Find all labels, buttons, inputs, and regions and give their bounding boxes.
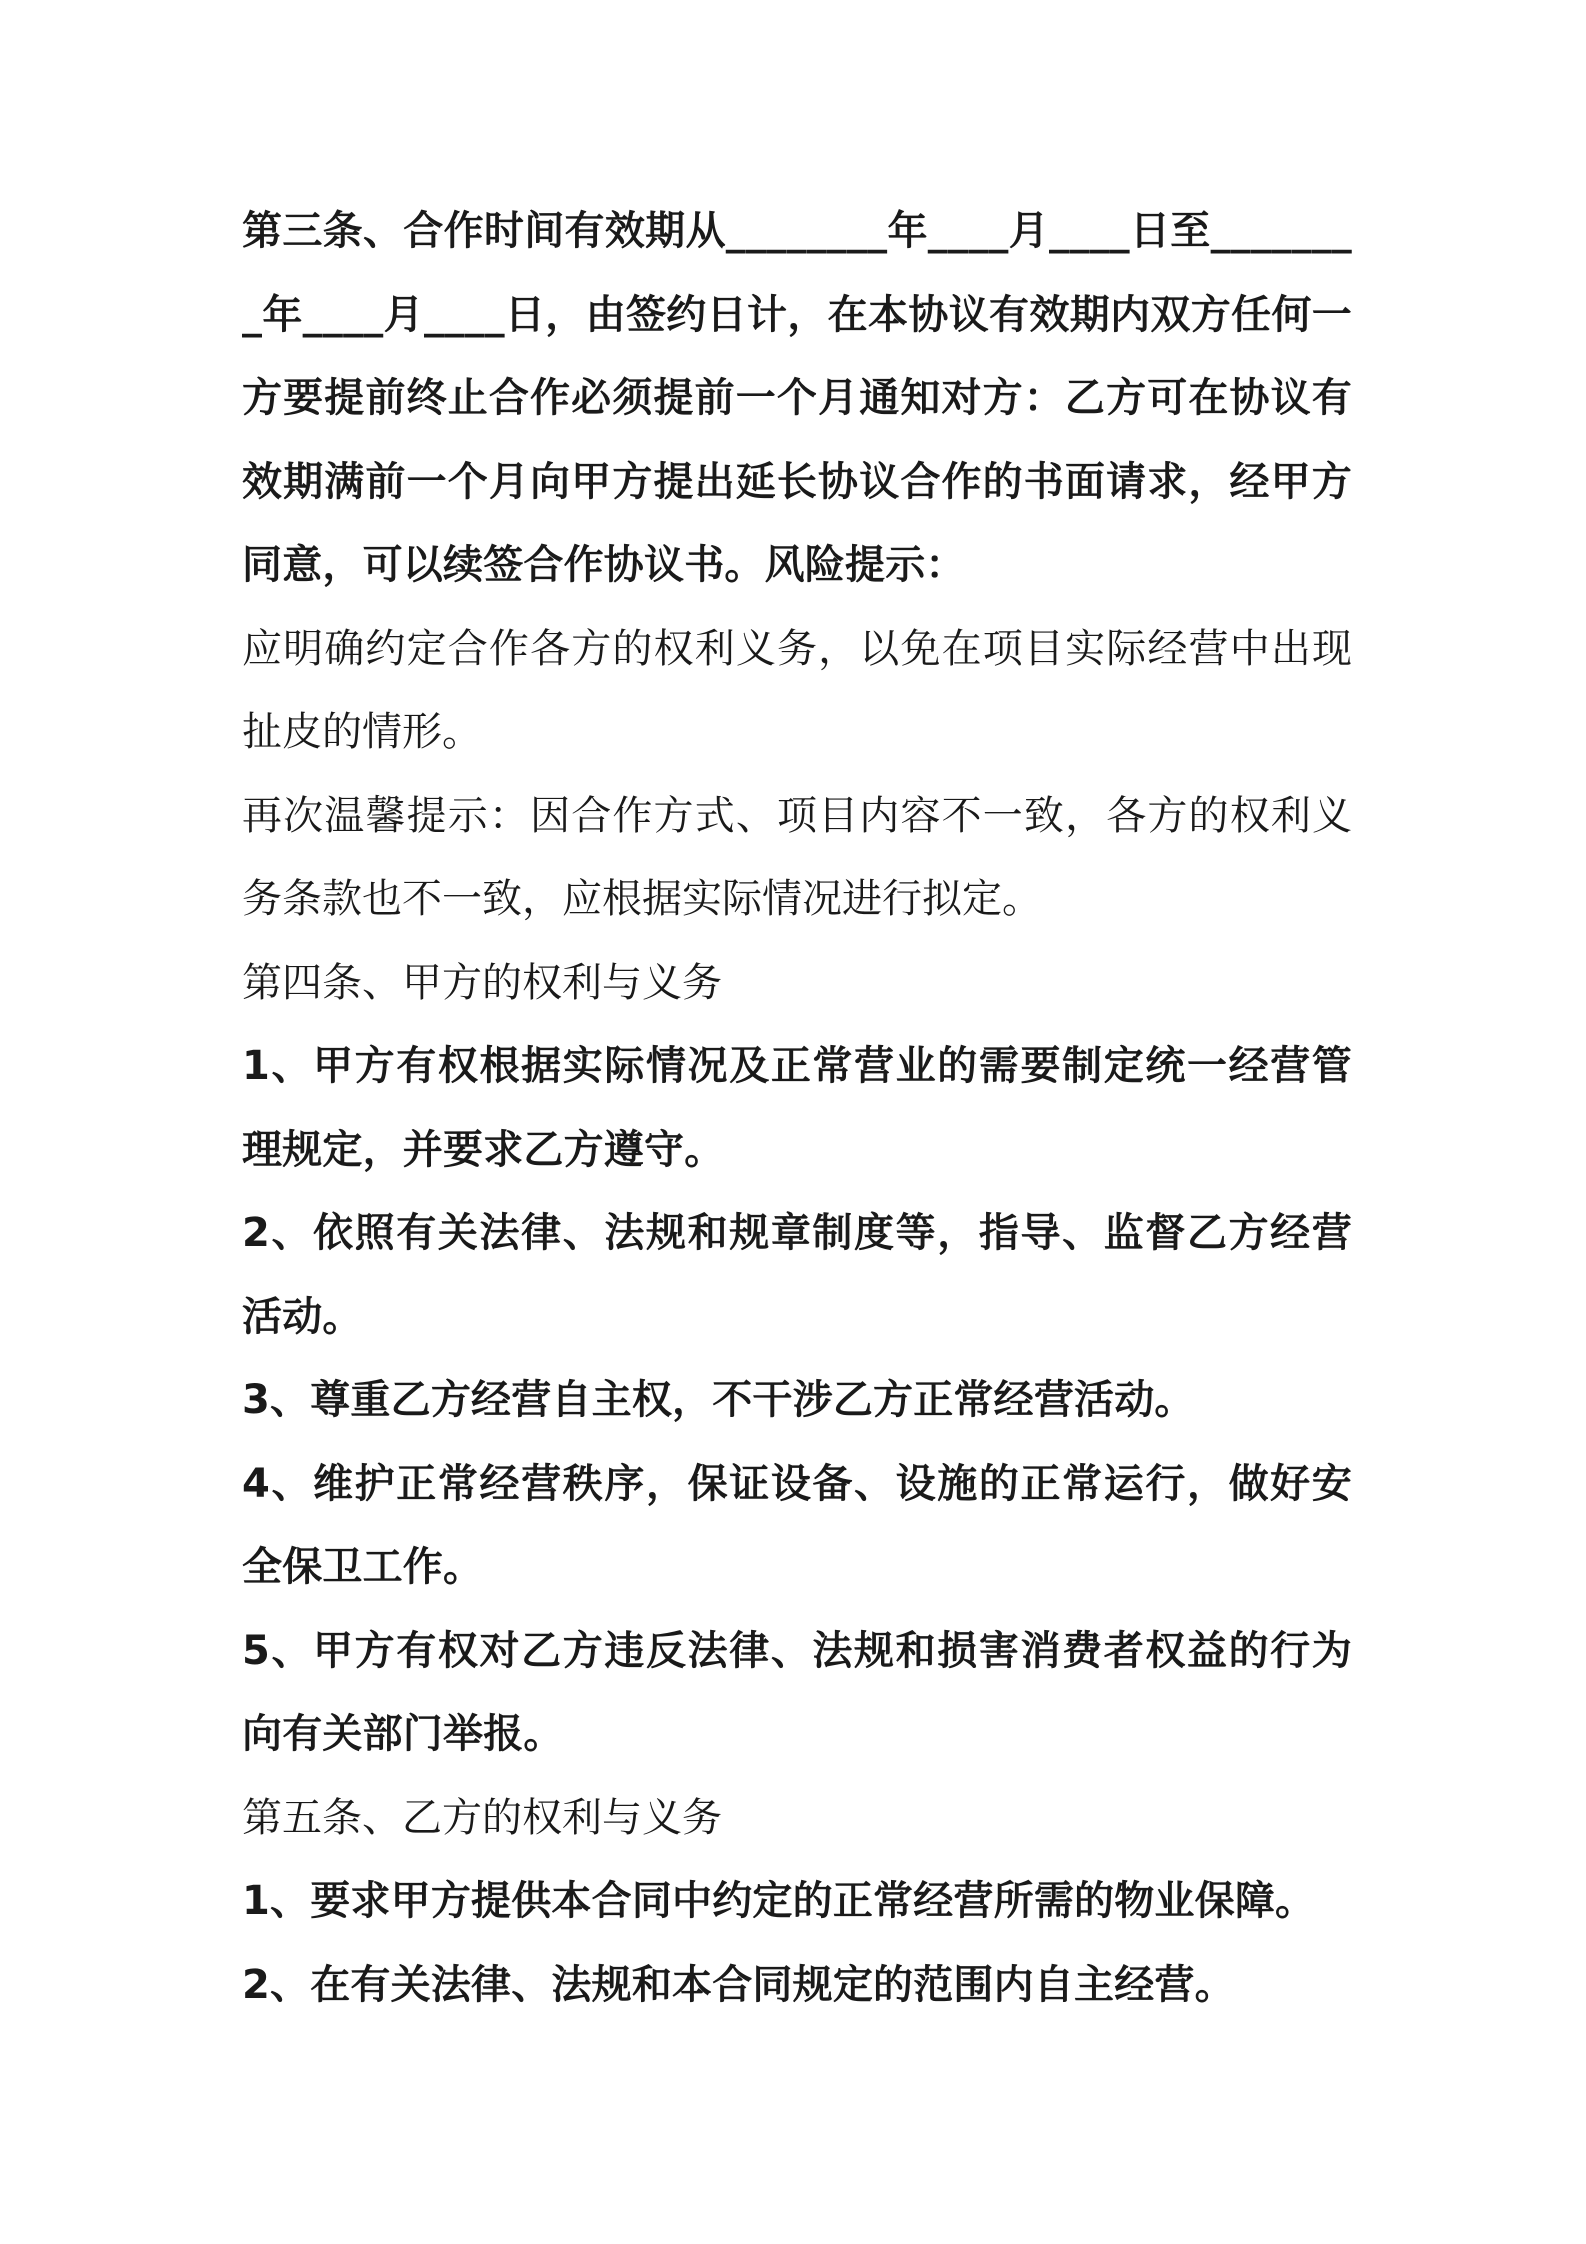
reminder-note-paragraph: 再次温馨提示：因合作方式、项目内容不一致，各方的权利义务条款也不一致，应根据实际情况进行拟定。 (242, 792, 1352, 922)
document-body (242, 190, 1352, 2027)
clause-4-item-2: 2、依照有关法律、法规和规章制度等，指导、监督乙方经营活动。 (242, 1210, 1352, 1340)
clause-5-item-1: 1、要求甲方提供本合同中约定的正常经营所需的物业保障。 (242, 1878, 1316, 1924)
clause-4-heading: 第四条、甲方的权利与义务 (242, 959, 722, 1006)
clause-5-heading: 第五条、乙方的权利与义务 (242, 1794, 722, 1841)
clause-4-item-4: 4、维护正常经营秩序，保证设备、设施的正常运行，做好安全保卫工作。 (242, 1460, 1352, 1590)
clause-3-paragraph: 第三条、合作时间有效期从________年____月____日至________年____月____日，由签约日计，在本协议有效期内双方任何一方要提前终止合作必须提前一个月通知对方：乙方可在协议有效期满前一个月向甲方提出延长协议合作的书面请求，经甲方同意，可以续签合作协议书。风险提示： (242, 208, 1352, 588)
clause-4-item-1: 1、甲方有权根据实际情况及正常营业的需要制定统一经营管理规定，并要求乙方遵守。 (242, 1043, 1352, 1173)
clause-5-item-2: 2、在有关法律、法规和本合同规定的范围内自主经营。 (242, 1961, 1235, 2008)
clause-4-item-3: 3、尊重乙方经营自主权，不干涉乙方正常经营活动。 (242, 1377, 1195, 1423)
risk-note-paragraph: 应明确约定合作各方的权利义务，以免在项目实际经营中出现扯皮的情形。 (242, 625, 1352, 755)
clause-4-item-5: 5、甲方有权对乙方违反法律、法规和损害消费者权益的行为向有关部门举报。 (242, 1627, 1352, 1757)
